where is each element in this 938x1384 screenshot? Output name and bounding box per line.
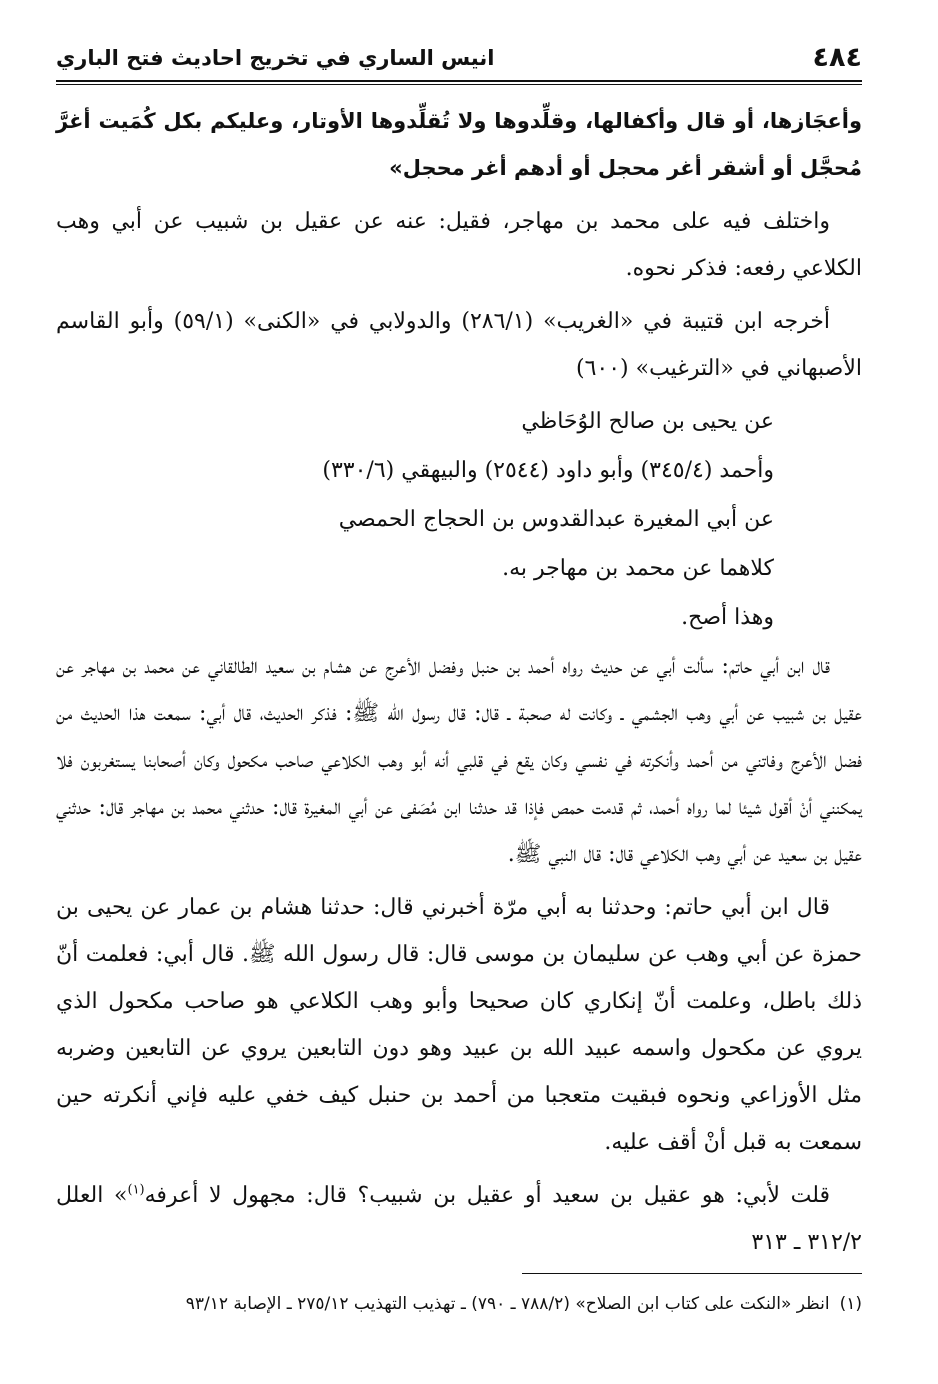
- footnote-number: (١): [839, 1294, 862, 1314]
- footnote-marker: (١): [127, 1182, 145, 1198]
- paragraph-both: كلاهما عن محمد بن مهاجر به.: [502, 556, 774, 581]
- paragraph-ibn-abi-hatim-1: قال ابن أبي حاتم: سألت أبي عن حديث رواه أحمد بن حنبل وفضل الأعرج عن هشام بن سعيد الطالقاني عن محمد بن مهاجر عن عقيل بن شبيب عن أبي وهب الجشمي ـ وكانت له صحبة ـ قال: قال رسول الله ﷺ: فذكر الحديث، قال أبي: سمعت هذا الحديث من فضل الأعرج وفاتني من أحمد وأنكرته في نفسي وكان يقع في قلبي أنه أبو وهب الكلاعي صاحب مكحول وكان أصحابنا يستغربون فلا يمكنني أنْ أقول شيئا لما رواه أحمد، ثم قدمت حمص فإذا قد حدثنا ابن مُصَفى عن أبي المغيرة قال: حدثني محمد بن مهاجر قال: حدثني عقيل بن سعيد عن أبي وهب الكلاعي قال: قال النبي ﷺ.: [56, 654, 862, 867]
- paragraph-question: [56, 1172, 862, 1266]
- paragraph-narrator-1: عن يحيى بن صالح الوُحَاظي: [521, 409, 774, 434]
- main-text: [56, 98, 862, 1272]
- page-number: ٤٨٤: [812, 42, 862, 73]
- paragraph-verdict: وهذا أصح.: [681, 605, 774, 630]
- paragraph-takhrij-2: وأحمد (٣٤٥/٤) وأبو داود (٢٥٤٤) والبيهقي (٣٣٠/٦): [322, 458, 774, 483]
- paragraph-ibn-abi-hatim-2: قال ابن أبي حاتم: وحدثنا به أبي مرّة أخبرني قال: حدثنا هشام بن عمار عن يحيى بن حمزة عن أبي وهب عن سليمان بن موسى قال: قال رسول الله ﷺ. قال أبي: فعلمت أنّ ذلك باطل، وعلمت أنّ إنكاري كان صحيحا وأبو وهب الكلاعي هو صاحب مكحول الذي يروي عن مكحول واسمه عبيد الله بن عبيد وهو دون التابعين يروي عن التابعين وضربه مثل الأوزاعي ونحوه فبقيت متعجبا من أحمد بن حنبل كيف خفي عليه فإني أنكرته حين سمعت به قبل أنْ أقف عليه.: [56, 895, 862, 1155]
- footnote: [56, 1290, 862, 1318]
- question-source: » العلل ٣١٢/٢ ـ ٣١٣: [56, 1183, 862, 1255]
- paragraph-takhrij-1: أخرجه ابن قتيبة في «الغريب» (٢٨٦/١) والدولابي في «الكنى» (٥٩/١) وأبو القاسم الأصبهاني في «الترغيب» (٦٠٠): [56, 309, 862, 381]
- question-text: قلت لأبي: هو عقيل بن سعيد أو عقيل بن شبيب؟ قال: مجهول لا أعرفه: [144, 1183, 830, 1208]
- running-title: انيس الساري في تخريج احاديث فتح الباري: [56, 46, 495, 70]
- paragraph-ikhtilaf: واختلف فيه على محمد بن مهاجر، فقيل: عنه عن عقيل بن شبيب عن أبي وهب الكلاعي رفعه: فذكر نحوه.: [56, 209, 862, 281]
- header-rule: [56, 80, 862, 82]
- footnote-text: انظر «النكت على كتاب ابن الصلاح» (٧٨٨/٢ ـ ٧٩٠) ـ تهذيب التهذيب ٢٧٥/١٢ ـ الإصابة ٩٣/١٢: [185, 1294, 830, 1314]
- paragraph-narrator-2: عن أبي المغيرة عبدالقدوس بن الحجاج الحمصي: [338, 507, 774, 532]
- footnote-separator: [522, 1273, 862, 1274]
- hadith-text-continuation: وأعجَازها، أو قال وأكفالها، وقلِّدوها ولا تُقلِّدوها الأوتار، وعليكم بكل كُمَيت أغرَّ مُحجَّل أو أشقر أغر محجل أو أدهم أغر محجل»: [56, 109, 862, 180]
- header-rule-thin: [56, 84, 862, 85]
- page-header: [56, 38, 862, 80]
